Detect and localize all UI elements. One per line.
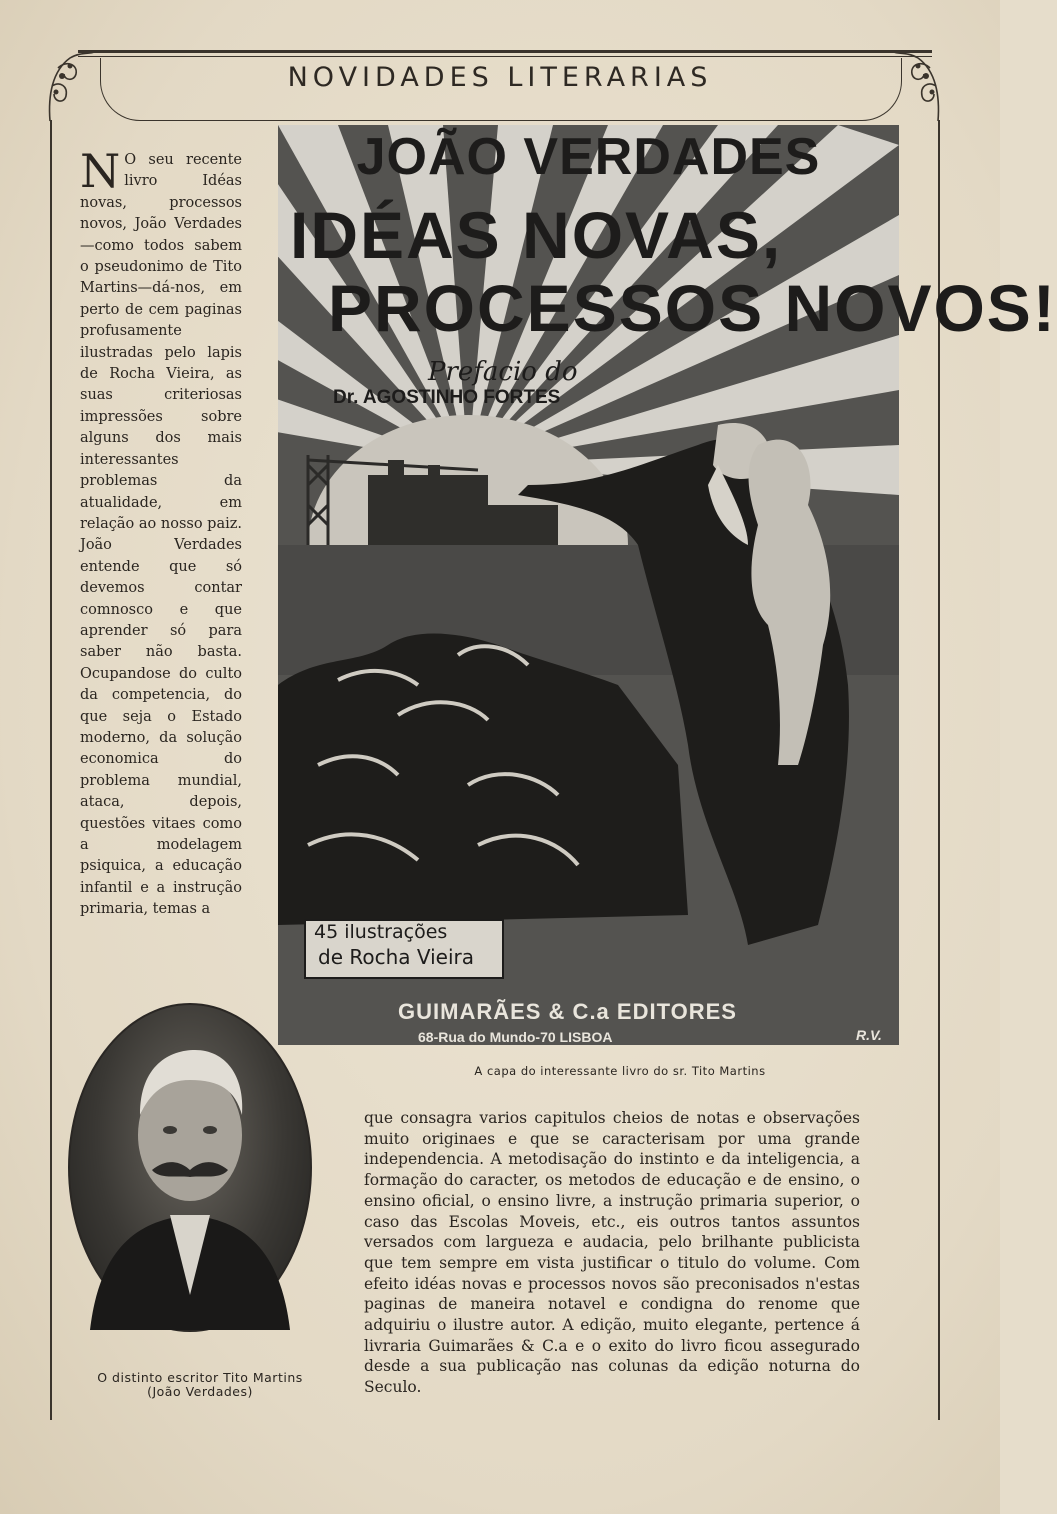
cover-caption: A capa do interessante livro do sr. Tito Martins — [474, 1064, 766, 1078]
cover-author: JOÃO VERDADES — [356, 128, 821, 186]
cover-illustrations-count: 45 ilustrações — [314, 921, 448, 943]
cover-title-line2: PROCESSOS NOVOS! — [328, 271, 1057, 345]
left-column-text: O seu recente livro Idéas novas, processos novos, João Verdades—como todos sabem o pseudonimo de Tito Martins—dá-nos, em perto de cem paginas profusamente ilustradas pelo lapis de Rocha Vieira, as suas criteriosas impressões sobre alguns dos mais interessantes problemas da atualidade, em relação ao nosso paiz. João Verdades entende que só devemos contar comnosco e que aprender só para saber não basta. Ocupandose do culto da competencia, do que seja o Estado moderno, da solução economica do problema mundial, ataca, depois, questões vitaes como a modelagem psiquica, a educação infantil e a instrução primaria, temas a — [80, 152, 242, 918]
frame-top-rule — [78, 50, 932, 53]
floral-corner-ornament-left — [40, 46, 96, 126]
portrait-figure — [70, 1005, 310, 1330]
cover-preface-author: Dr. AGOSTINHO FORTES — [333, 387, 561, 408]
cover-address: 68-Rua do Mundo-70 LISBOA — [418, 1029, 613, 1045]
frame-top-rule-inner — [78, 56, 932, 57]
portrait-caption-line1: O distinto escritor Tito Martins — [97, 1370, 303, 1385]
cover-preface-label: Prefacio do — [428, 357, 578, 387]
left-column-article — [80, 144, 242, 921]
author-portrait-photo — [68, 1003, 312, 1332]
article-continuation — [364, 1108, 860, 1398]
book-cover-image — [278, 125, 1057, 1045]
portrait-caption — [60, 1371, 340, 1399]
cover-title-line1: IDÉAS NOVAS, — [290, 198, 783, 272]
cover-artist-signature: R.V. — [856, 1027, 882, 1043]
article-continuation-text: que consagra varios capitulos cheios de notas e observações muito originaes e que se caracterisam por uma grande independencia. A metodisação do instinto e da inteligencia, a formação do caracter, os metodos de educação e de ensino, o ensino oficial, o ensino livre, a instrução primaria superior, o caso das Escolas Moveis, etc., eis outros tantos assuntos versados com largueza e audacia, pelo brilhante publicista que tem sempre em vista justificar o titulo do volume. Com efeito idéas novas e processos novos são preconisados n'estas paginas de maneira notavel e condigna do renome que adquiriu o ilustre autor. A edição, muito elegante, pertence á livraria Guimarães & C.a e o exito do livro ficou assegurado desde a sua publicação nas colunas da edição noturna do Seculo. — [364, 1109, 860, 1397]
cover-illustrator: de Rocha Vieira — [318, 945, 475, 969]
section-title: NOVIDADES LITERARIAS — [287, 62, 713, 93]
drop-cap: N — [80, 144, 121, 198]
cover-publisher: GUIMARÃES & C.a EDITORES — [398, 999, 737, 1024]
frame-left-rule — [50, 120, 52, 1420]
portrait-caption-line2: (João Verdades) — [147, 1384, 253, 1399]
